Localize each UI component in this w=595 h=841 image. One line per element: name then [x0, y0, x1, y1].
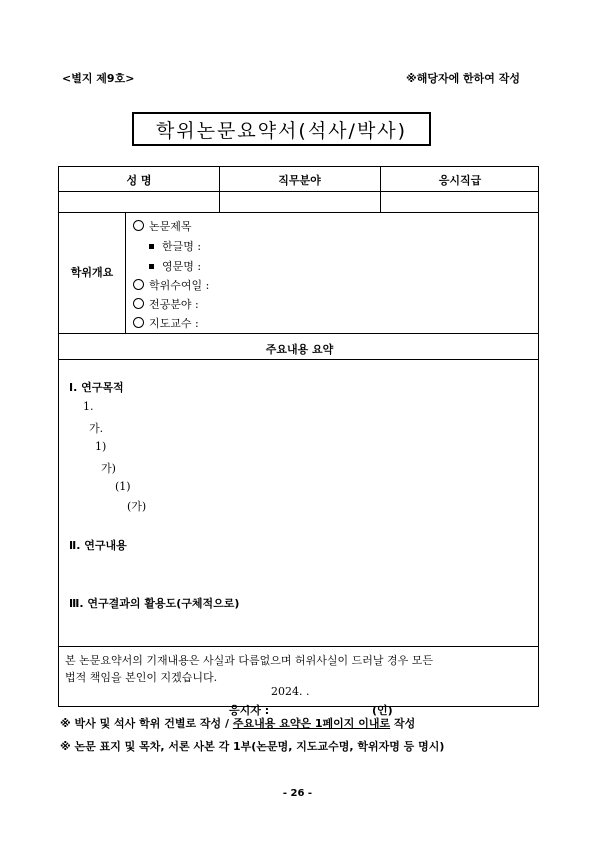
- outline-level-2: 가.: [89, 422, 104, 435]
- major-field: 전공분야 :: [133, 296, 199, 312]
- section-research-content: Ⅱ. 연구내용: [69, 539, 127, 552]
- declaration-line-1: 본 논문요약서의 기재내용은 사실과 다름없으며 허위사실이 드러날 경우 모든: [65, 654, 434, 667]
- name-input-cell[interactable]: [61, 193, 217, 210]
- degree-overview-label: 학위개요: [70, 266, 114, 279]
- degree-award-date-field: 학위수여일 :: [133, 277, 209, 293]
- document-title-text: 학위논문요약서(석사/박사): [155, 119, 408, 142]
- circle-bullet-icon: [133, 317, 144, 328]
- note-line-2: ※ 논문 표지 및 목차, 서론 사본 각 1부(논문명, 지도교수명, 학위자명 등 명시): [60, 740, 445, 753]
- circle-bullet-icon: [133, 298, 144, 309]
- document-title: [132, 112, 431, 146]
- job-field-column-header: 직무분야: [278, 174, 321, 187]
- job-field-input-cell[interactable]: [221, 193, 378, 210]
- square-bullet-icon: [149, 264, 154, 269]
- outline-level-4: 가): [101, 462, 116, 475]
- outline-level-6: (가): [127, 500, 147, 513]
- summary-form: [58, 166, 539, 717]
- advisor-field: 지도교수 :: [133, 315, 199, 331]
- applicant-label: 응시자 :: [229, 704, 270, 717]
- thesis-title-field: 논문제목: [133, 218, 192, 234]
- section-research-purpose: Ⅰ. 연구목적: [69, 381, 124, 394]
- name-column-header: 성 명: [126, 174, 152, 187]
- note-line-1: ※ 박사 및 석사 학위 건별로 작성 / 주요내용 요약은 1페이지 이내로 작성: [60, 717, 416, 730]
- circle-bullet-icon: [133, 279, 144, 290]
- form-number: <별지 제9호>: [62, 72, 135, 85]
- declaration-date: 2024. .: [271, 685, 310, 698]
- outline-level-5: (1): [115, 480, 131, 493]
- page-number: - 26 -: [282, 788, 313, 799]
- section-research-utilization: Ⅲ. 연구결과의 활용도(구체적으로): [69, 597, 240, 610]
- circle-bullet-icon: [133, 220, 144, 231]
- outline-level-3: 1): [95, 440, 107, 453]
- english-name-field: 영문명 :: [149, 258, 201, 274]
- applied-grade-column-header: 응시직급: [438, 174, 482, 187]
- outline-level-1: 1.: [83, 400, 94, 413]
- declaration-line-2: 법적 책임을 본인이 지겠습니다.: [65, 671, 218, 684]
- seal-mark: (인): [372, 704, 393, 717]
- summary-header: 주요내용 요약: [265, 343, 334, 356]
- korean-name-field: 한글명 :: [149, 238, 201, 254]
- applicability-note: ※해당자에 한하여 작성: [406, 72, 520, 85]
- square-bullet-icon: [149, 244, 154, 249]
- applied-grade-input-cell[interactable]: [382, 193, 538, 210]
